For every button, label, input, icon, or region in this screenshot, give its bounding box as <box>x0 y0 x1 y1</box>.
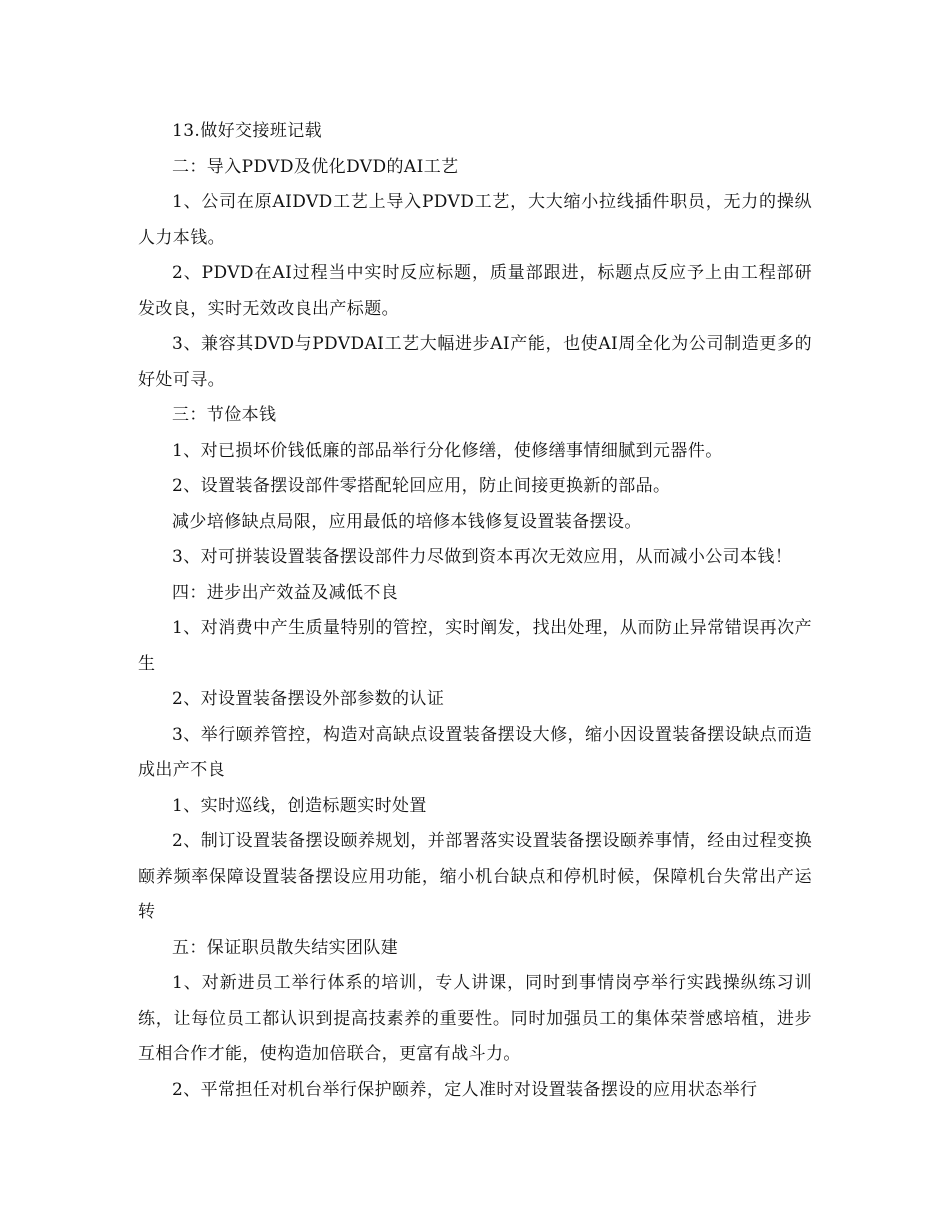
paragraph-item-13: 13.做好交接班记载 <box>172 121 323 141</box>
paragraph: 2、对设置装备摆设外部参数的认证 <box>172 689 445 709</box>
paragraph: 2、设置装备摆设部件零搭配轮回应用，防止间接更换新的部品。 <box>172 476 671 496</box>
paragraph: 1、对新进员工举行体系的培训，专人讲课，同时到事情岗亭举行实践操纵练习训练，让每位员工都认识到提高技素养的重要性。同时加强员工的集体荣誉感培植，进步互相合作才能，使构造加倍联合，更富有战斗力。 <box>138 973 812 1064</box>
paragraph: 减少培修缺点局限，应用最低的培修本钱修复设置装备摆设。 <box>172 511 642 532</box>
paragraph: 1、公司在原AIDVD工艺上导入PDVD工艺，大大缩小拉线插件职员，无力的操纵人力本钱。 <box>138 192 812 248</box>
paragraph: 3、对可拼装设置装备摆设部件力尽做到资本再次无效应用，从而减小公司本钱！ <box>172 547 793 567</box>
paragraph: 1、对消费中产生质量特别的管控，实时阐发，找出处理，从而防止异常错误再次产生 <box>138 618 812 674</box>
section-heading-2: 二：导入PDVD及优化DVD的AI工艺 <box>172 156 459 177</box>
paragraph: 2、PDVD在AI过程当中实时反应标题，质量部跟进，标题点反应予上由工程部研发改良，实时无效改良出产标题。 <box>138 263 812 319</box>
paragraph: 2、制订设置装备摆设颐养规划，并部署落实设置装备摆设颐养事情，经由过程变换颐养频率保障设置装备摆设应用功能，缩小机台缺点和停机时候，保障机台失常出产运转 <box>138 831 812 922</box>
section-heading-3: 三：节俭本钱 <box>172 405 277 425</box>
paragraph: 2、平常担任对机台举行保护颐养，定人准时对设置装备摆设的应用状态举行 <box>172 1079 758 1100</box>
paragraph: 1、对已损坏价钱低廉的部品举行分化修缮，使修缮事情细腻到元器件。 <box>172 440 723 461</box>
paragraph: 3、兼容其DVD与PDVDAI工艺大幅进步AI产能，也使AI周全化为公司制造更多的好处可寻。 <box>138 334 812 390</box>
paragraph: 1、实时巡线，创造标题实时处置 <box>172 795 427 816</box>
section-heading-4: 四：进步出产效益及减低不良 <box>172 582 399 603</box>
paragraph: 3、举行颐养管控，构造对高缺点设置装备摆设大修，缩小因设置装备摆设缺点而造成出产不良 <box>138 724 812 780</box>
section-heading-5: 五：保证职员散失结实团队建 <box>172 937 399 958</box>
document-body <box>138 114 812 1108</box>
